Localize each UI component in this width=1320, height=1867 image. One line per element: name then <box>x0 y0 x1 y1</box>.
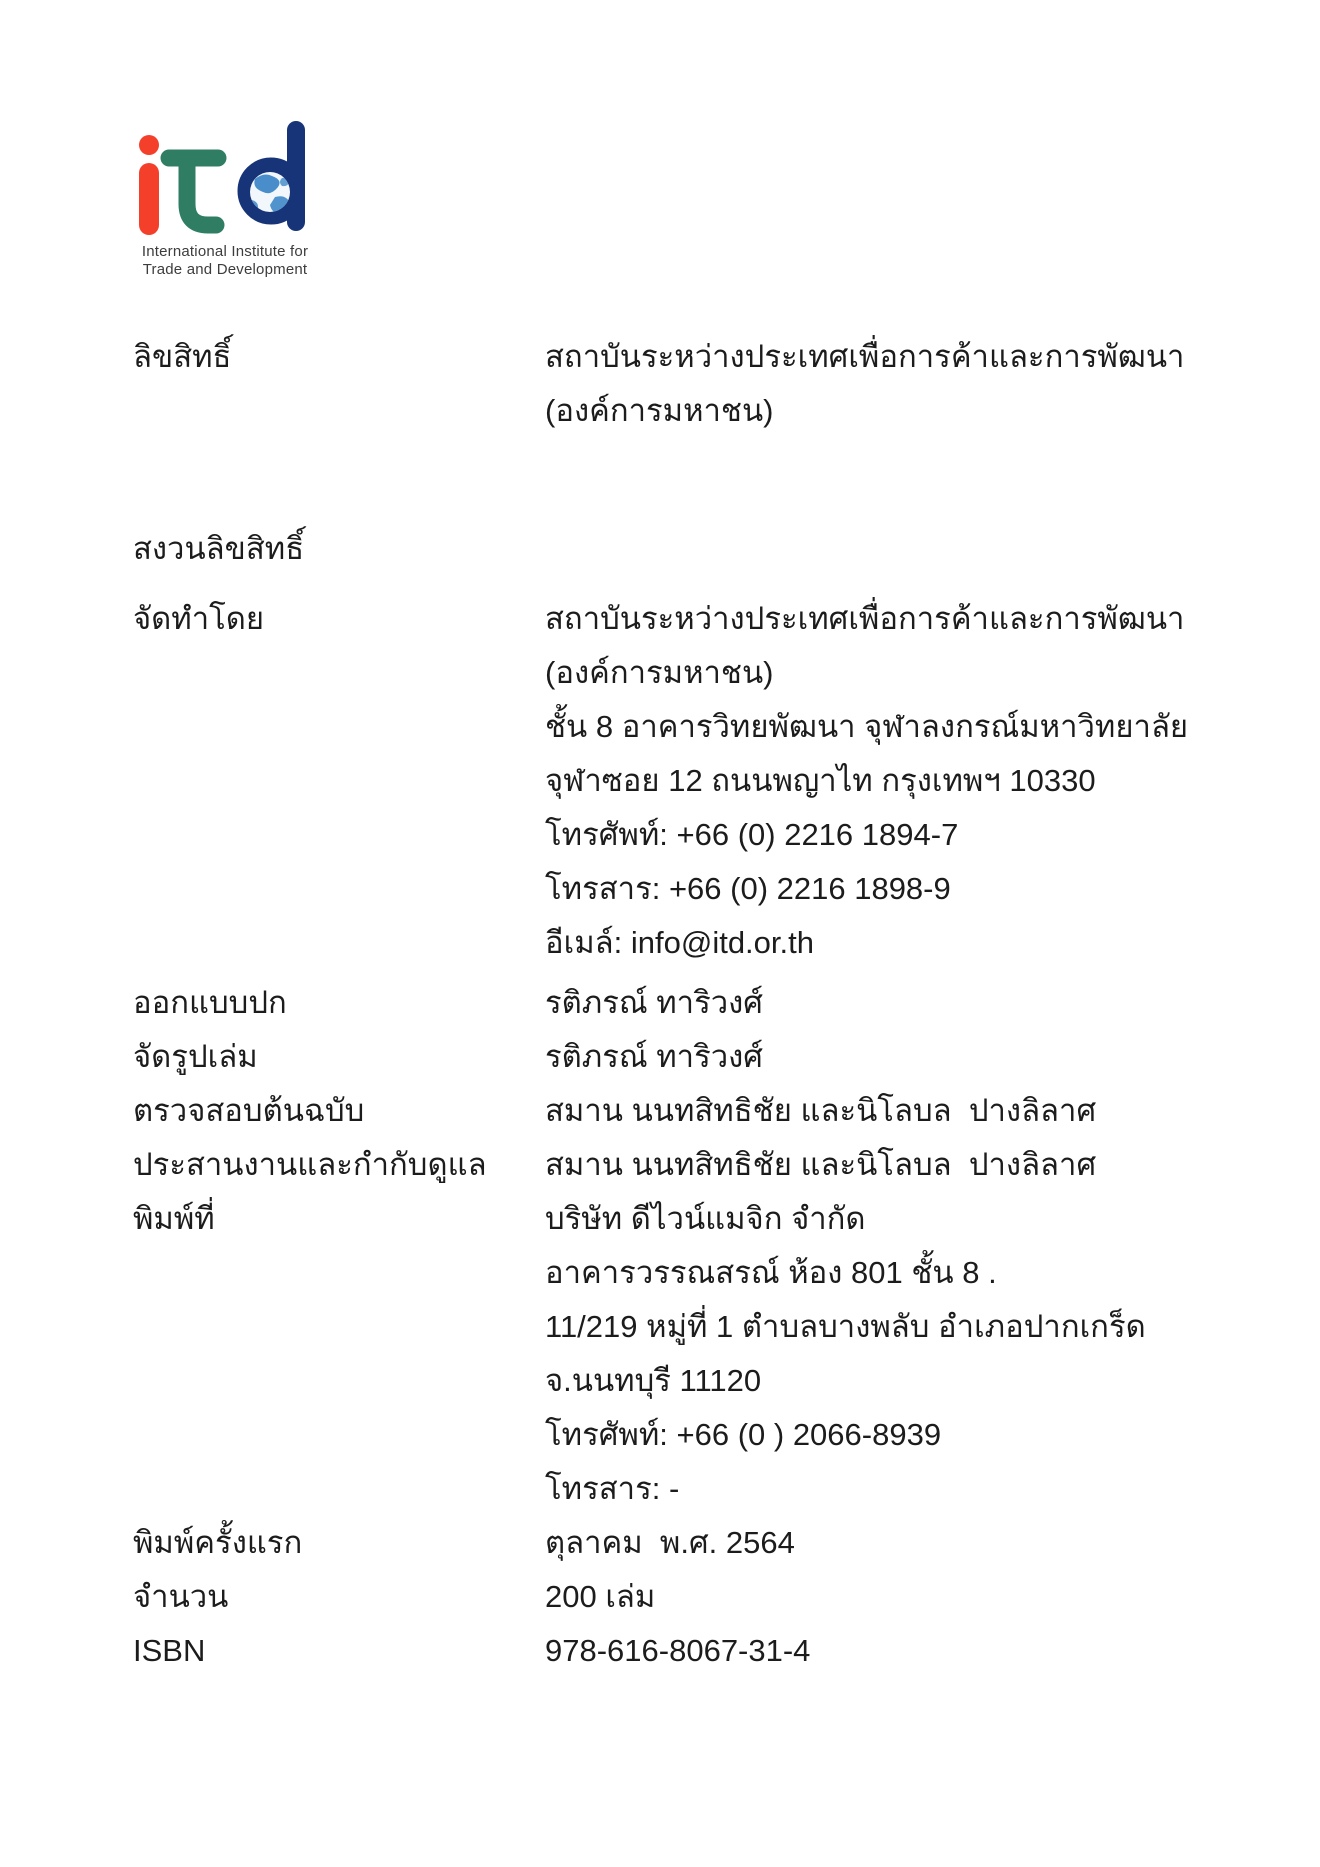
value-line: สถาบันระหว่างประเทศเพื่อการค้าและการพัฒนา (องค์การมหาชน) <box>545 339 1194 428</box>
row-value <box>545 1030 1240 1084</box>
row-value <box>545 592 1240 970</box>
value-line: โทรสาร: +66 (0) 2216 1898-9 <box>545 871 951 906</box>
value-line: อีเมล์: info@itd.or.th <box>545 925 814 960</box>
value-line: สมาน นนทสิทธิชัย และนิโลบล ปางลิลาศ <box>545 1093 1097 1128</box>
row-label: ISBN <box>133 1633 206 1668</box>
row-first-edition <box>133 1516 1240 1570</box>
itd-logo-word-icon <box>136 120 314 235</box>
value-line: โทรศัพท์: +66 (0 ) 2066-8939 <box>545 1417 942 1452</box>
row-proofreading <box>133 1084 1240 1138</box>
itd-logo <box>136 120 314 279</box>
row-label: จำนวน <box>133 1579 229 1614</box>
logo-tagline <box>136 243 314 279</box>
row-copyright <box>133 330 1240 438</box>
row-value <box>545 976 1240 1030</box>
value-line: รติภรณ์ ทาริวงศ์ <box>545 1039 763 1074</box>
value-line: สมาน นนทสิทธิชัย และนิโลบล ปางลิลาศ <box>545 1147 1097 1182</box>
row-value <box>545 1624 1240 1678</box>
row-coordination <box>133 1138 1240 1192</box>
value-line: สถาบันระหว่างประเทศเพื่อการค้าและการพัฒนา (องค์การมหาชน) <box>545 601 1194 690</box>
row-produced-by <box>133 592 1240 970</box>
row-label: จัดทำโดย <box>133 601 265 636</box>
row-value <box>545 1516 1240 1570</box>
value-line: บริษัท ดีไวน์แมจิก จำกัด <box>545 1201 866 1236</box>
row-value <box>545 1084 1240 1138</box>
value-line: รติภรณ์ ทาริวงศ์ <box>545 985 763 1020</box>
row-label: สงวนลิขสิทธิ์ <box>133 531 305 566</box>
row-label: พิมพ์ที่ <box>133 1201 215 1236</box>
row-label: พิมพ์ครั้งแรก <box>133 1525 303 1560</box>
row-value <box>545 330 1240 438</box>
row-value <box>545 522 1240 576</box>
row-value <box>545 1138 1240 1192</box>
logo-tagline-line2: Trade and Development <box>142 261 308 278</box>
logo-letter-t-stem <box>187 158 216 225</box>
row-label: ออกแบบปก <box>133 985 287 1020</box>
row-label: ตรวจสอบต้นฉบับ <box>133 1093 365 1128</box>
value-line: จุฬาซอย 12 ถนนพญาไท กรุงเทพฯ 10330 <box>545 763 1096 798</box>
value-line: 978-616-8067-31-4 <box>545 1633 811 1668</box>
row-label: จัดรูปเล่ม <box>133 1039 258 1074</box>
row-quantity <box>133 1570 1240 1624</box>
row-layout <box>133 1030 1240 1084</box>
value-line: 200 เล่ม <box>545 1579 656 1614</box>
value-line: โทรศัพท์: +66 (0) 2216 1894-7 <box>545 817 959 852</box>
value-line: อาคารวรรณสรณ์ ห้อง 801 ชั้น 8 . <box>545 1255 997 1290</box>
value-line: โทรสาร: - <box>545 1471 680 1506</box>
value-line: ชั้น 8 อาคารวิทยพัฒนา จุฬาลงกรณ์มหาวิทยาลัย <box>545 709 1189 744</box>
logo-tagline-line1: International Institute for <box>141 243 309 260</box>
row-value <box>545 1192 1240 1516</box>
row-label: ประสานงานและกำกับดูแล <box>133 1147 487 1182</box>
value-line: 11/219 หมู่ที่ 1 ตำบลบางพลับ อำเภอปากเกร็ด <box>545 1309 1146 1344</box>
row-label: ลิขสิทธิ์ <box>133 339 232 374</box>
value-line: ตุลาคม พ.ศ. 2564 <box>545 1525 795 1560</box>
row-rights-reserved <box>133 522 1240 576</box>
value-line: จ.นนทบุรี 11120 <box>545 1363 762 1398</box>
row-cover-design <box>133 976 1240 1030</box>
info-table <box>133 330 1240 1678</box>
row-printed-at <box>133 1192 1240 1516</box>
logo-letter-i-dot <box>139 135 159 155</box>
row-value <box>545 1570 1240 1624</box>
row-isbn <box>133 1624 1240 1678</box>
